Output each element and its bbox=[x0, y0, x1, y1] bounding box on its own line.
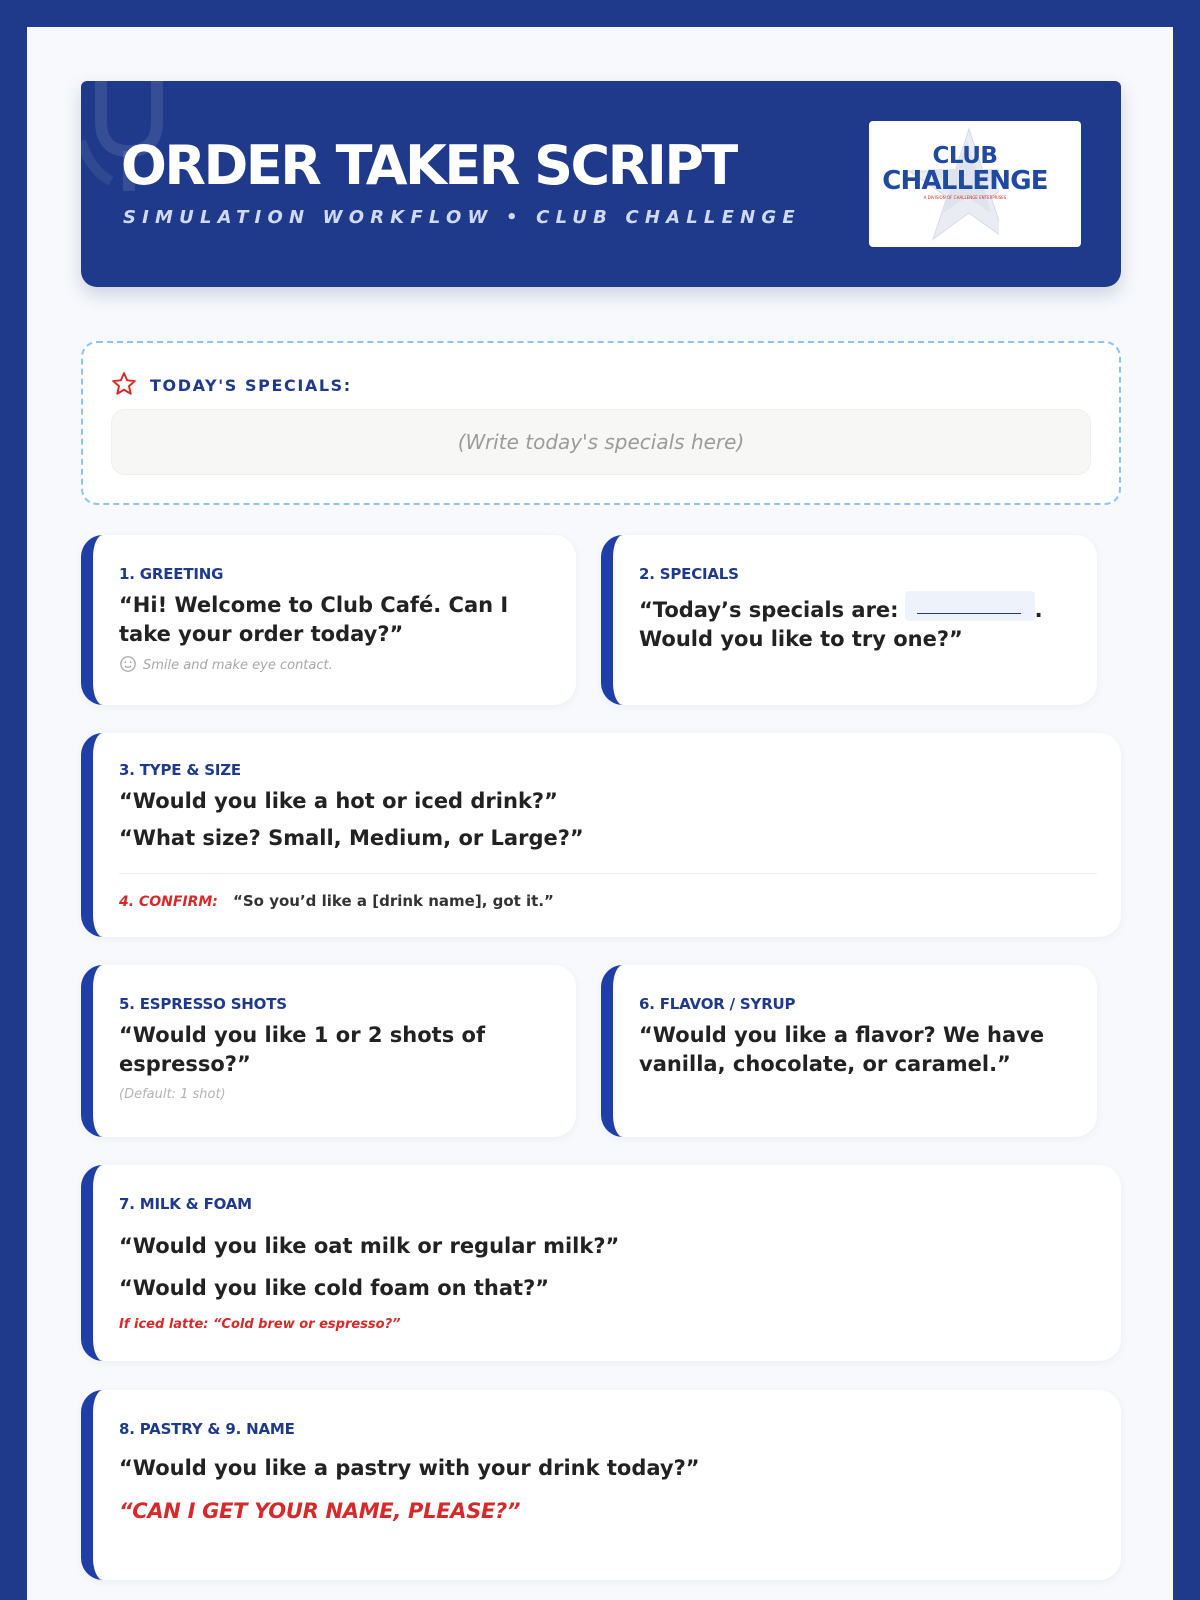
step-note: (Default: 1 shot) bbox=[119, 1087, 226, 1102]
confirm-label: 4. CONFIRM: bbox=[119, 894, 218, 910]
step-quote bbox=[639, 591, 1089, 654]
header-banner bbox=[81, 81, 1121, 287]
step-quote-pastry: “Would you like a pastry with your drink today?” bbox=[119, 1456, 700, 1480]
step-label: 8. PASTRY & 9. NAME bbox=[119, 1420, 295, 1438]
step-quote-size: “What size? Small, Medium, or Large?” bbox=[119, 826, 584, 850]
specials-input[interactable]: (Write today's specials here) bbox=[111, 409, 1091, 475]
step-quote-foam: “Would you like cold foam on that?” bbox=[119, 1276, 550, 1300]
step-note bbox=[119, 655, 333, 673]
step-quote-end: Would you like to try one?” bbox=[639, 627, 963, 651]
page-subtitle: SIMULATION WORKFLOW • CLUB CHALLENGE bbox=[123, 207, 801, 228]
step-type-size-card bbox=[81, 733, 1121, 937]
step-label: 5. ESPRESSO SHOTS bbox=[119, 995, 287, 1013]
step-milk-foam-card bbox=[81, 1165, 1121, 1361]
confirm-row bbox=[119, 891, 554, 910]
step-pastry-name-card bbox=[81, 1390, 1121, 1580]
script-sheet bbox=[27, 27, 1173, 1600]
step-greeting-card bbox=[81, 535, 576, 705]
step-note-text: Smile and make eye contact. bbox=[143, 658, 333, 673]
step-label: 2. SPECIALS bbox=[639, 565, 739, 583]
specials-heading: TODAY'S SPECIALS: bbox=[150, 376, 352, 395]
star-icon bbox=[111, 371, 137, 397]
iced-latte-note: If iced latte: “Cold brew or espresso?” bbox=[119, 1317, 401, 1332]
step-label: 6. FLAVOR / SYRUP bbox=[639, 995, 796, 1013]
step-quote-milk: “Would you like oat milk or regular milk?” bbox=[119, 1234, 620, 1258]
step-label: 3. TYPE & SIZE bbox=[119, 761, 241, 779]
logo-line1: CLUB bbox=[932, 143, 998, 169]
confirm-text: “So you’d like a [drink name], got it.” bbox=[233, 892, 554, 910]
step-flavor-card bbox=[601, 965, 1097, 1137]
smile-icon bbox=[119, 655, 137, 673]
step-quote-start: “Today’s specials are: bbox=[639, 598, 899, 622]
club-challenge-logo bbox=[869, 121, 1081, 247]
step-quote: “Would you like a flavor? We have vanilla, chocolate, or caramel.” bbox=[639, 1023, 1045, 1076]
logo-tagline: A DIVISION OF CHALLENGE ENTERPRISES bbox=[923, 195, 1007, 200]
step-quote: “Would you like 1 or 2 shots of espresso?” bbox=[119, 1023, 486, 1076]
todays-specials-box bbox=[81, 341, 1121, 505]
step-label: 1. GREETING bbox=[119, 565, 224, 583]
step-label: 7. MILK & FOAM bbox=[119, 1195, 252, 1213]
logo-line2: CHALLENGE bbox=[882, 166, 1048, 196]
divider bbox=[119, 873, 1097, 874]
name-prompt: “CAN I GET YOUR NAME, PLEASE?” bbox=[119, 1499, 521, 1523]
step-quote: “Hi! Welcome to Club Café. Can I take your order today?” bbox=[119, 593, 509, 646]
page-title: ORDER TAKER SCRIPT bbox=[121, 134, 736, 197]
specials-blank-field[interactable] bbox=[905, 591, 1035, 621]
step-quote-period: . bbox=[1034, 598, 1043, 622]
step-specials-card bbox=[601, 535, 1097, 705]
step-quote-hot-iced: “Would you like a hot or iced drink?” bbox=[119, 789, 558, 813]
step-espresso-card bbox=[81, 965, 576, 1137]
